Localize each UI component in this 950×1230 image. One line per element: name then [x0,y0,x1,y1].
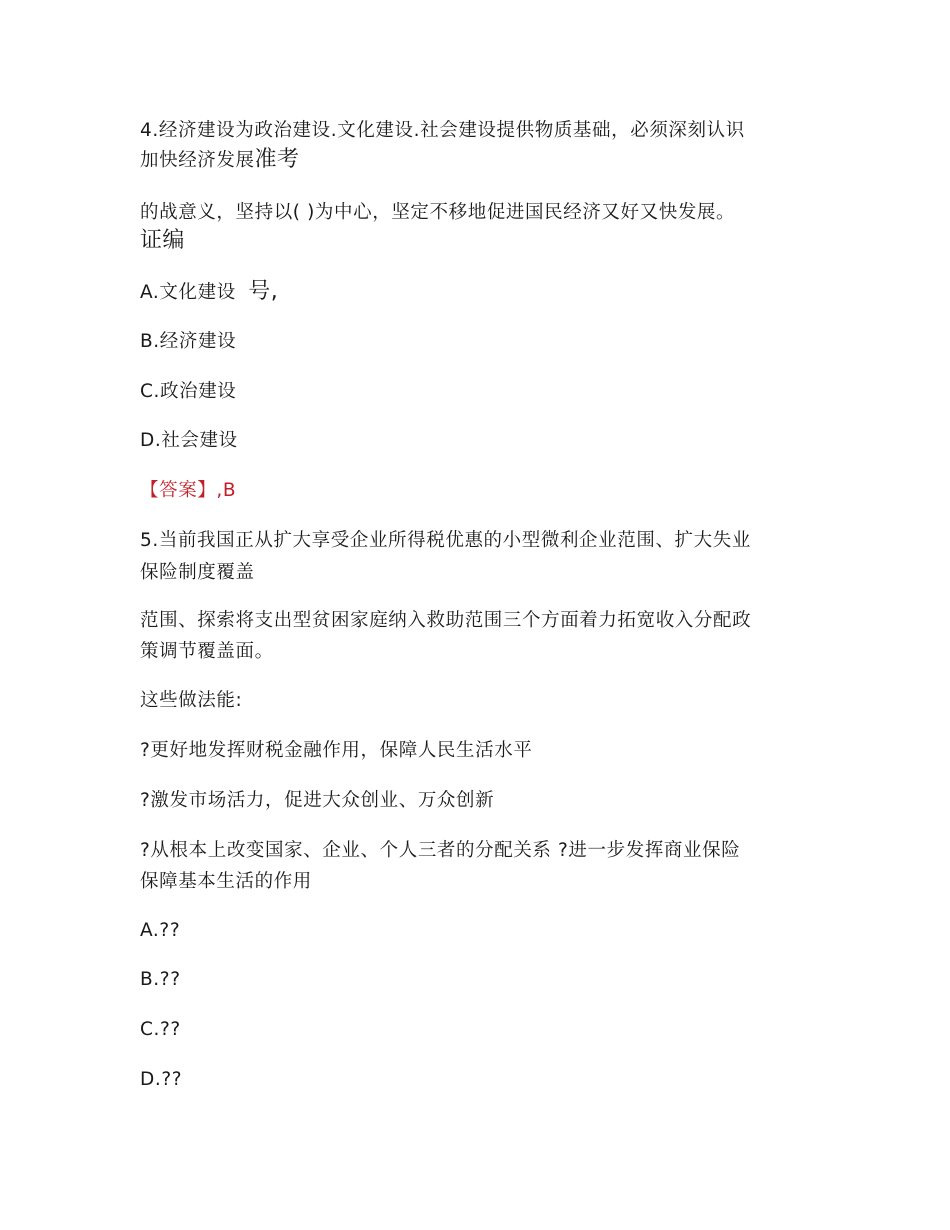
q4-option-a [140,280,278,305]
q5-option-a: A.?? [140,920,181,941]
q5-item-3-continued: 保障基本生活的作用 [140,871,312,892]
q4-option-c: C.政治建设 [140,381,237,402]
watermark-text-1: 准考 [254,147,300,172]
q4-option-b: B.经济建设 [140,331,237,352]
q4-stem-line-2 [140,148,299,173]
q4-stem-text: 加快经济发展 [140,150,255,171]
q4-option-a-label: A.文化建设 [140,282,236,303]
q5-item-3: ?从根本上改变国家、企业、个人三者的分配关系 ?进一步发挥商业保险 [140,840,741,861]
q5-option-d: D.?? [140,1069,183,1090]
q4-stem-line-3: 的战意义，坚持以( )为中心，坚定不移地促进国民经济又好又快发展。 [140,202,736,223]
watermark-text-2: 证编 [140,228,185,253]
watermark-text-3: 号, [248,279,279,304]
q5-stem-line-1: 5.当前我国正从扩大享受企业所得税优惠的小型微利企业范围、扩大失业 [140,530,751,551]
q4-stem-line-1: 4.经济建设为政治建设.文化建设.社会建设提供物质基础，必须深刻认识 [140,120,745,141]
q5-option-c: C.?? [140,1019,181,1040]
q5-item-1: ?更好地发挥财税金融作用，保障人民生活水平 [140,740,533,761]
q4-answer: 【答案】,B [140,480,237,501]
q5-stem-line-4: 策调节覆盖面。 [140,641,274,662]
q5-stem-line-2: 保险制度覆盖 [140,562,255,583]
q5-stem-line-3: 范围、探索将支出型贫困家庭纳入救助范围三个方面着力拓宽收入分配政 [140,610,752,631]
q5-item-2: ?激发市场活力，促进大众创业、万众创新 [140,790,495,811]
q4-option-d: D.社会建设 [140,430,238,451]
q5-stem-line-5: 这些做法能: [140,690,243,711]
q5-option-b: B.?? [140,969,181,990]
